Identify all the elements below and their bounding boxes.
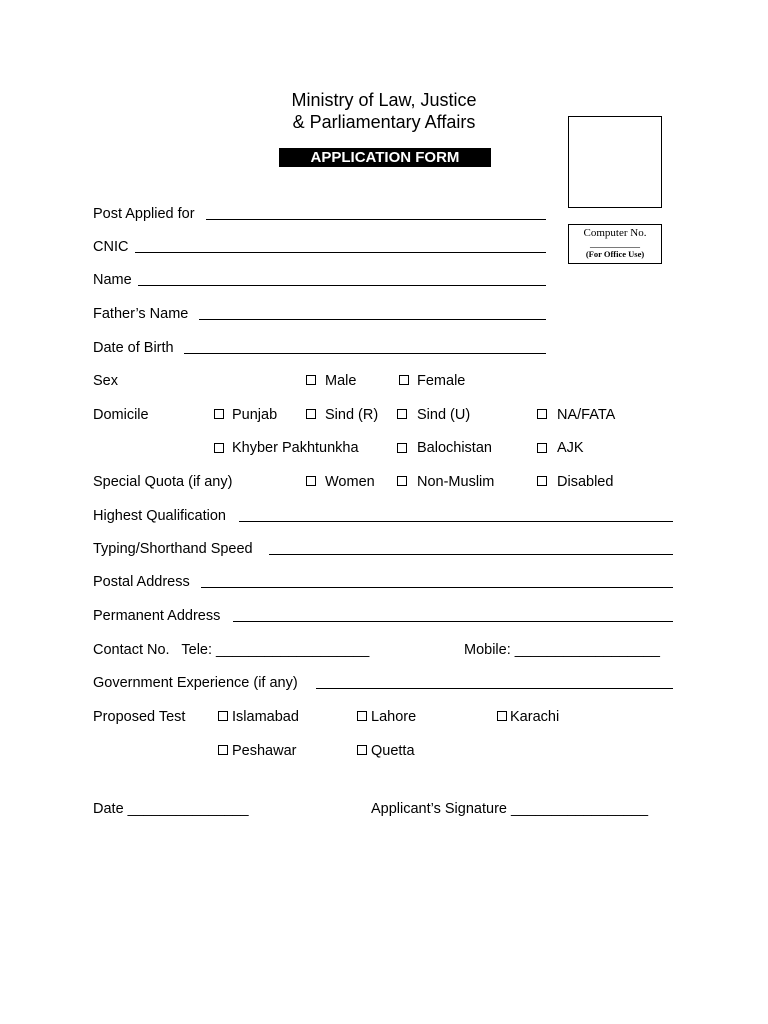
ministry-title-line2: & Parliamentary Affairs (292, 112, 476, 132)
domicile-ajk-label: AJK (557, 440, 584, 456)
name-field[interactable] (138, 285, 546, 286)
domicile-sind-r-checkbox[interactable] (306, 409, 316, 419)
domicile-sind-u-checkbox[interactable] (397, 409, 407, 419)
permanent-address-label: Permanent Address (93, 608, 221, 624)
domicile-nafata-checkbox[interactable] (537, 409, 547, 419)
contact-tele-field[interactable]: Contact No. Tele: ___________________ (93, 642, 370, 658)
cnic-label: CNIC (93, 239, 129, 255)
special-quota-label: Special Quota (if any) (93, 474, 233, 490)
form-title-banner: APPLICATION FORM (279, 148, 491, 167)
computer-no-blank: __________ (590, 238, 640, 249)
test-lahore-label: Lahore (371, 709, 417, 725)
office-use-box (568, 224, 662, 264)
typing-speed-field[interactable] (269, 554, 673, 555)
quota-women-checkbox[interactable] (306, 476, 316, 486)
domicile-sind-r-label: Sind (R) (325, 407, 379, 423)
sex-female-checkbox[interactable] (399, 375, 409, 385)
signature-field[interactable]: Applicant’s Signature _________________ (371, 801, 649, 817)
name-label: Name (93, 272, 132, 288)
domicile-punjab-label: Punjab (232, 407, 278, 423)
postal-address-field[interactable] (201, 587, 673, 588)
domicile-punjab-checkbox[interactable] (214, 409, 224, 419)
domicile-balochistan-checkbox[interactable] (397, 443, 407, 453)
sex-label: Sex (93, 373, 118, 389)
date-field[interactable]: Date _______________ (93, 801, 249, 817)
quota-disabled-checkbox[interactable] (537, 476, 547, 486)
ministry-title-line1: Ministry of Law, Justice (291, 90, 477, 110)
dob-label: Date of Birth (93, 340, 174, 356)
postal-address-label: Postal Address (93, 574, 190, 590)
domicile-nafata-label: NA/FATA (557, 407, 616, 423)
dob-field[interactable] (184, 353, 546, 354)
computer-no-label: Computer No. (583, 227, 647, 239)
fathers-name-label: Father’s Name (93, 306, 189, 322)
test-karachi-checkbox[interactable] (497, 711, 507, 721)
sex-female-label: Female (417, 373, 466, 389)
sex-male-label: Male (325, 373, 357, 389)
test-peshawar-label: Peshawar (232, 743, 297, 759)
office-use-label: (For Office Use) (585, 249, 645, 259)
domicile-sind-u-label: Sind (U) (417, 407, 471, 423)
domicile-ajk-checkbox[interactable] (537, 443, 547, 453)
test-peshawar-checkbox[interactable] (218, 745, 228, 755)
test-karachi-label: Karachi (510, 709, 560, 725)
test-quetta-checkbox[interactable] (357, 745, 367, 755)
sex-male-checkbox[interactable] (306, 375, 316, 385)
quota-non-muslim-checkbox[interactable] (397, 476, 407, 486)
test-lahore-checkbox[interactable] (357, 711, 367, 721)
highest-qualification-label: Highest Qualification (93, 508, 226, 524)
test-quetta-label: Quetta (371, 743, 415, 759)
fathers-name-field[interactable] (199, 319, 546, 320)
quota-disabled-label: Disabled (557, 474, 614, 490)
test-islamabad-label: Islamabad (232, 709, 299, 725)
photo-box (568, 116, 662, 208)
test-islamabad-checkbox[interactable] (218, 711, 228, 721)
post-applied-label: Post Applied for (93, 206, 195, 222)
post-applied-field[interactable] (206, 219, 546, 220)
domicile-kp-checkbox[interactable] (214, 443, 224, 453)
gov-experience-label: Government Experience (if any) (93, 675, 298, 691)
quota-non-muslim-label: Non-Muslim (417, 474, 495, 490)
domicile-kp-label: Khyber Pakhtunkha (232, 440, 359, 456)
domicile-balochistan-label: Balochistan (417, 440, 492, 456)
proposed-test-label: Proposed Test (93, 709, 186, 725)
quota-women-label: Women (325, 474, 375, 490)
gov-experience-field[interactable] (316, 688, 673, 689)
permanent-address-field[interactable] (233, 621, 673, 622)
highest-qualification-field[interactable] (239, 521, 673, 522)
typing-speed-label: Typing/Shorthand Speed (93, 541, 253, 557)
domicile-label: Domicile (93, 407, 149, 423)
cnic-field[interactable] (135, 252, 546, 253)
contact-mobile-field[interactable]: Mobile: __________________ (464, 642, 660, 658)
